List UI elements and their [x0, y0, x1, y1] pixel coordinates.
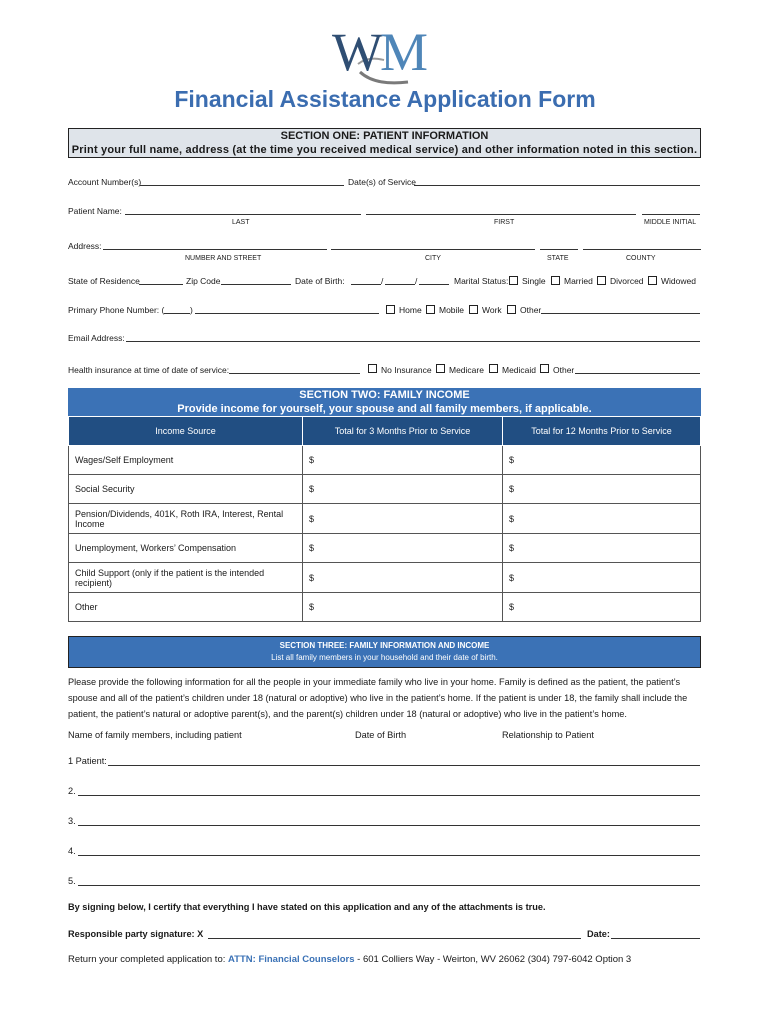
income-table	[68, 416, 701, 622]
work-checkbox[interactable]	[469, 305, 478, 314]
family-name-column-label: Name of family members, including patient	[68, 730, 242, 740]
family-member-field[interactable]	[78, 825, 700, 826]
middle-caption: MIDDLE INITIAL	[644, 219, 697, 226]
section-three-header	[68, 636, 701, 668]
last-name-field[interactable]	[125, 214, 361, 215]
state-residence-field[interactable]	[139, 284, 183, 285]
married-checkbox[interactable]	[551, 276, 560, 285]
other-insurance-field[interactable]	[575, 373, 700, 374]
street-field[interactable]	[103, 249, 327, 250]
family-member-field[interactable]	[78, 795, 700, 796]
dates-of-service-label: Date(s) of Service	[348, 177, 417, 187]
section-one-header	[68, 128, 701, 158]
middle-initial-field[interactable]	[642, 214, 700, 215]
divorced-label: Divorced	[610, 276, 644, 286]
state-residence-label: State of Residence	[68, 276, 140, 286]
signature-date-field[interactable]	[611, 938, 700, 939]
city-field[interactable]	[331, 249, 535, 250]
family-member-label: 2.	[68, 786, 76, 796]
phone-close-paren: )	[190, 305, 193, 315]
dates-of-service-field[interactable]	[414, 185, 700, 186]
income-source-header: Income Source	[69, 417, 303, 446]
section-one-title: SECTION ONE: PATIENT INFORMATION	[280, 130, 489, 142]
zip-field[interactable]	[221, 284, 291, 285]
area-code-field[interactable]	[164, 313, 190, 314]
form-title: Financial Assistance Application Form	[174, 86, 596, 112]
three-month-input[interactable]: $	[303, 446, 503, 475]
city-caption: CITY	[425, 255, 441, 262]
family-member-label: 1 Patient:	[68, 756, 107, 766]
section-three-subtitle: List all family members in your household and their date of birth.	[271, 653, 498, 662]
income-source-cell: Wages/Self Employment	[69, 446, 303, 475]
return-address: - 601 Colliers Way - Weirton, WV 26062 (304) 797-6042 Option 3	[357, 954, 632, 965]
divorced-checkbox[interactable]	[597, 276, 606, 285]
home-checkbox[interactable]	[386, 305, 395, 314]
return-prefix: Return your completed application to:	[68, 954, 226, 965]
mobile-checkbox[interactable]	[426, 305, 435, 314]
certification-statement: By signing below, I certify that everything I have stated on this application and any of the attachments is true.	[68, 902, 546, 912]
family-member-field[interactable]	[78, 855, 700, 856]
mobile-label: Mobile	[439, 305, 465, 315]
dob-day-field[interactable]	[385, 284, 415, 285]
family-dob-column-label: Date of Birth	[355, 730, 407, 740]
zip-label: Zip Code	[186, 276, 221, 286]
income-source-cell: Pension/Dividends, 401K, Roth IRA, Interest, Rental Income	[69, 504, 303, 534]
account-number-field[interactable]	[140, 185, 344, 186]
county-caption: COUNTY	[626, 255, 656, 262]
work-label: Work	[482, 305, 502, 315]
signature-label: Responsible party signature: X	[68, 929, 204, 939]
three-month-input[interactable]: $	[303, 593, 503, 622]
patient-name-label: Patient Name:	[68, 206, 122, 216]
table-row	[69, 504, 701, 534]
family-member-field[interactable]	[78, 885, 700, 886]
income-header-row	[69, 417, 701, 446]
single-checkbox[interactable]	[509, 276, 518, 285]
twelve-month-input[interactable]: $	[503, 593, 701, 622]
return-instructions	[68, 954, 631, 965]
section-three-title: SECTION THREE: FAMILY INFORMATION AND INCOME	[279, 641, 490, 650]
state-field[interactable]	[540, 249, 578, 250]
twelve-month-header: Total for 12 Months Prior to Service	[503, 417, 701, 446]
table-row	[69, 563, 701, 593]
widowed-label: Widowed	[661, 276, 696, 286]
section-two-header	[68, 388, 701, 416]
single-label: Single	[522, 276, 546, 286]
table-row	[69, 534, 701, 563]
family-definition-paragraph: Please provide the following information for all the people in your immediate family who live in your home. Family is defined as the patient, the patient’s spouse and all of the patient’s children under 18 (natural or adoptive) who live in the patient’s home. If the patient is under 18, the family shall include the patient, the patient’s natural or adoptive parent(s), and the parent(s) children under 18 (natural or adoptive) who live in the patient’s home.	[68, 677, 688, 719]
medicare-label: Medicare	[449, 365, 484, 375]
table-row	[69, 446, 701, 475]
last-caption: LAST	[232, 219, 250, 226]
address-label: Address:	[68, 241, 102, 251]
widowed-checkbox[interactable]	[648, 276, 657, 285]
phone-field[interactable]	[195, 313, 379, 314]
twelve-month-input[interactable]: $	[503, 475, 701, 504]
attn-financial-counselors: ATTN: Financial Counselors	[228, 954, 355, 965]
other-insurance-label: Other	[553, 365, 575, 375]
family-member-label: 4.	[68, 846, 76, 856]
family-member-field[interactable]	[108, 765, 700, 766]
table-row	[69, 475, 701, 504]
dob-month-field[interactable]	[351, 284, 381, 285]
email-field[interactable]	[126, 341, 700, 342]
account-number-label: Account Number(s)	[68, 177, 142, 187]
first-name-field[interactable]	[366, 214, 636, 215]
dob-sep-1: /	[381, 276, 384, 286]
other-phone-field[interactable]	[541, 313, 700, 314]
other-insurance-checkbox[interactable]	[540, 364, 549, 373]
section-two-title: SECTION TWO: FAMILY INCOME	[299, 389, 470, 401]
income-source-cell: Other	[69, 593, 303, 622]
family-relationship-column-label: Relationship to Patient	[502, 730, 594, 740]
income-source-cell: Social Security	[69, 475, 303, 504]
medicaid-checkbox[interactable]	[489, 364, 498, 373]
first-caption: FIRST	[494, 219, 515, 226]
county-field[interactable]	[583, 249, 701, 250]
date-label: Date:	[587, 929, 610, 939]
dob-sep-2: /	[415, 276, 418, 286]
street-caption: NUMBER AND STREET	[185, 255, 262, 262]
section-one-subtitle: Print your full name, address (at the time you received medical service) and other information noted in this section.	[71, 144, 698, 156]
state-caption: STATE	[547, 255, 569, 262]
logo-letter-m: M	[380, 22, 429, 82]
marital-label: Marital Status:	[454, 276, 509, 286]
twelve-month-input[interactable]: $	[503, 563, 701, 593]
three-month-input[interactable]: $	[303, 563, 503, 593]
medicare-checkbox[interactable]	[436, 364, 445, 373]
three-month-input[interactable]: $	[303, 475, 503, 504]
insurance-label: Health insurance at time of date of service:	[68, 365, 230, 375]
income-source-cell: Unemployment, Workers’ Compensation	[69, 534, 303, 563]
logo-letter-w: W	[332, 22, 373, 82]
home-label: Home	[399, 305, 422, 315]
signature-field[interactable]	[208, 938, 581, 939]
phone-label: Primary Phone Number: (	[68, 305, 165, 315]
twelve-month-input[interactable]: $	[503, 446, 701, 475]
other-phone-checkbox[interactable]	[507, 305, 516, 314]
income-source-cell: Child Support (only if the patient is the intended recipient)	[69, 563, 303, 593]
three-month-input[interactable]: $	[303, 504, 503, 534]
other-phone-label: Other	[520, 305, 542, 315]
no-insurance-checkbox[interactable]	[368, 364, 377, 373]
insurance-field[interactable]	[229, 373, 360, 374]
three-month-header: Total for 3 Months Prior to Service	[303, 417, 503, 446]
dob-year-field[interactable]	[419, 284, 449, 285]
married-label: Married	[564, 276, 593, 286]
medicaid-label: Medicaid	[502, 365, 537, 375]
dob-label: Date of Birth:	[295, 276, 345, 286]
email-label: Email Address:	[68, 333, 125, 343]
three-month-input[interactable]: $	[303, 534, 503, 563]
family-member-label: 3.	[68, 816, 76, 826]
twelve-month-input[interactable]: $	[503, 534, 701, 563]
no-insurance-label: No Insurance	[381, 365, 432, 375]
family-member-label: 5.	[68, 876, 76, 886]
table-row	[69, 593, 701, 622]
twelve-month-input[interactable]: $	[503, 504, 701, 534]
section-two-subtitle: Provide income for yourself, your spouse and all family members, if applicable.	[177, 403, 592, 415]
wcm-logo	[330, 22, 440, 88]
